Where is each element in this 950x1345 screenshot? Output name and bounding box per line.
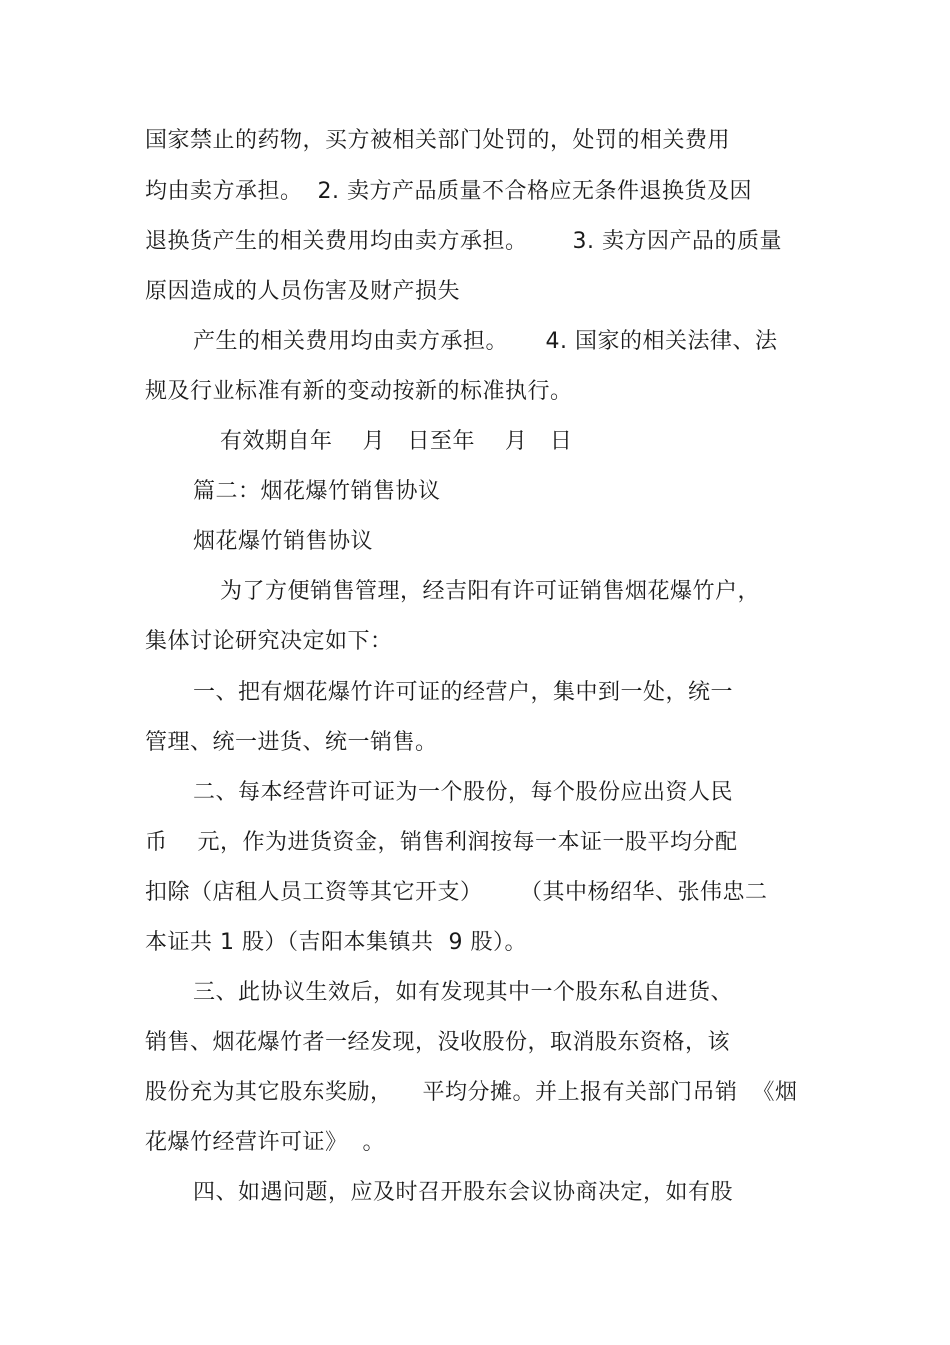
text-line: 花爆竹经营许可证》 。	[145, 1130, 385, 1155]
text-line: 均由卖方承担。 2. 卖方产品质量不合格应无条件退换货及因	[145, 179, 752, 204]
text-line: 原因造成的人员伤害及财产损失	[145, 279, 461, 304]
text-line: 三、此协议生效后，如有发现其中一个股东私自进货、	[193, 980, 734, 1005]
validity-line: 有效期自年 月 日至年 月 日	[220, 429, 573, 454]
text-line: 扣除（店租人员工资等其它开支） （其中杨绍华、张伟忠二	[145, 880, 768, 905]
text-line: 本证共 1 股）（吉阳本集镇共 9 股）。	[145, 930, 527, 955]
text-line: 管理、统一进货、统一销售。	[145, 730, 438, 755]
text-line: 为了方便销售管理，经吉阳有许可证销售烟花爆竹户，	[220, 579, 761, 604]
text-line: 国家禁止的药物，买方被相关部门处罚的，处罚的相关费用	[145, 128, 731, 153]
text-line: 退换货产生的相关费用均由卖方承担。 3. 卖方因产品的质量	[145, 229, 782, 254]
section-heading: 篇二：烟花爆竹销售协议	[193, 479, 441, 504]
text-line: 产生的相关费用均由卖方承担。 4. 国家的相关法律、法	[193, 329, 778, 354]
text-line: 集体讨论研究决定如下：	[145, 629, 393, 654]
document-title: 烟花爆竹销售协议	[193, 529, 374, 554]
text-line: 股份充为其它股东奖励， 平均分摊。并上报有关部门吊销 《烟	[145, 1080, 798, 1105]
text-line: 销售、烟花爆竹者一经发现，没收股份，取消股东资格，该	[145, 1030, 731, 1055]
text-line: 规及行业标准有新的变动按新的标准执行。	[145, 379, 573, 404]
text-line: 二、每本经营许可证为一个股份，每个股份应出资人民	[193, 780, 734, 805]
text-line: 币 元，作为进货资金，销售利润按每一本证一股平均分配	[145, 830, 738, 855]
text-line: 四、如遇问题，应及时召开股东会议协商决定，如有股	[193, 1180, 734, 1205]
text-line: 一、把有烟花爆竹许可证的经营户，集中到一处，统一	[193, 680, 734, 705]
